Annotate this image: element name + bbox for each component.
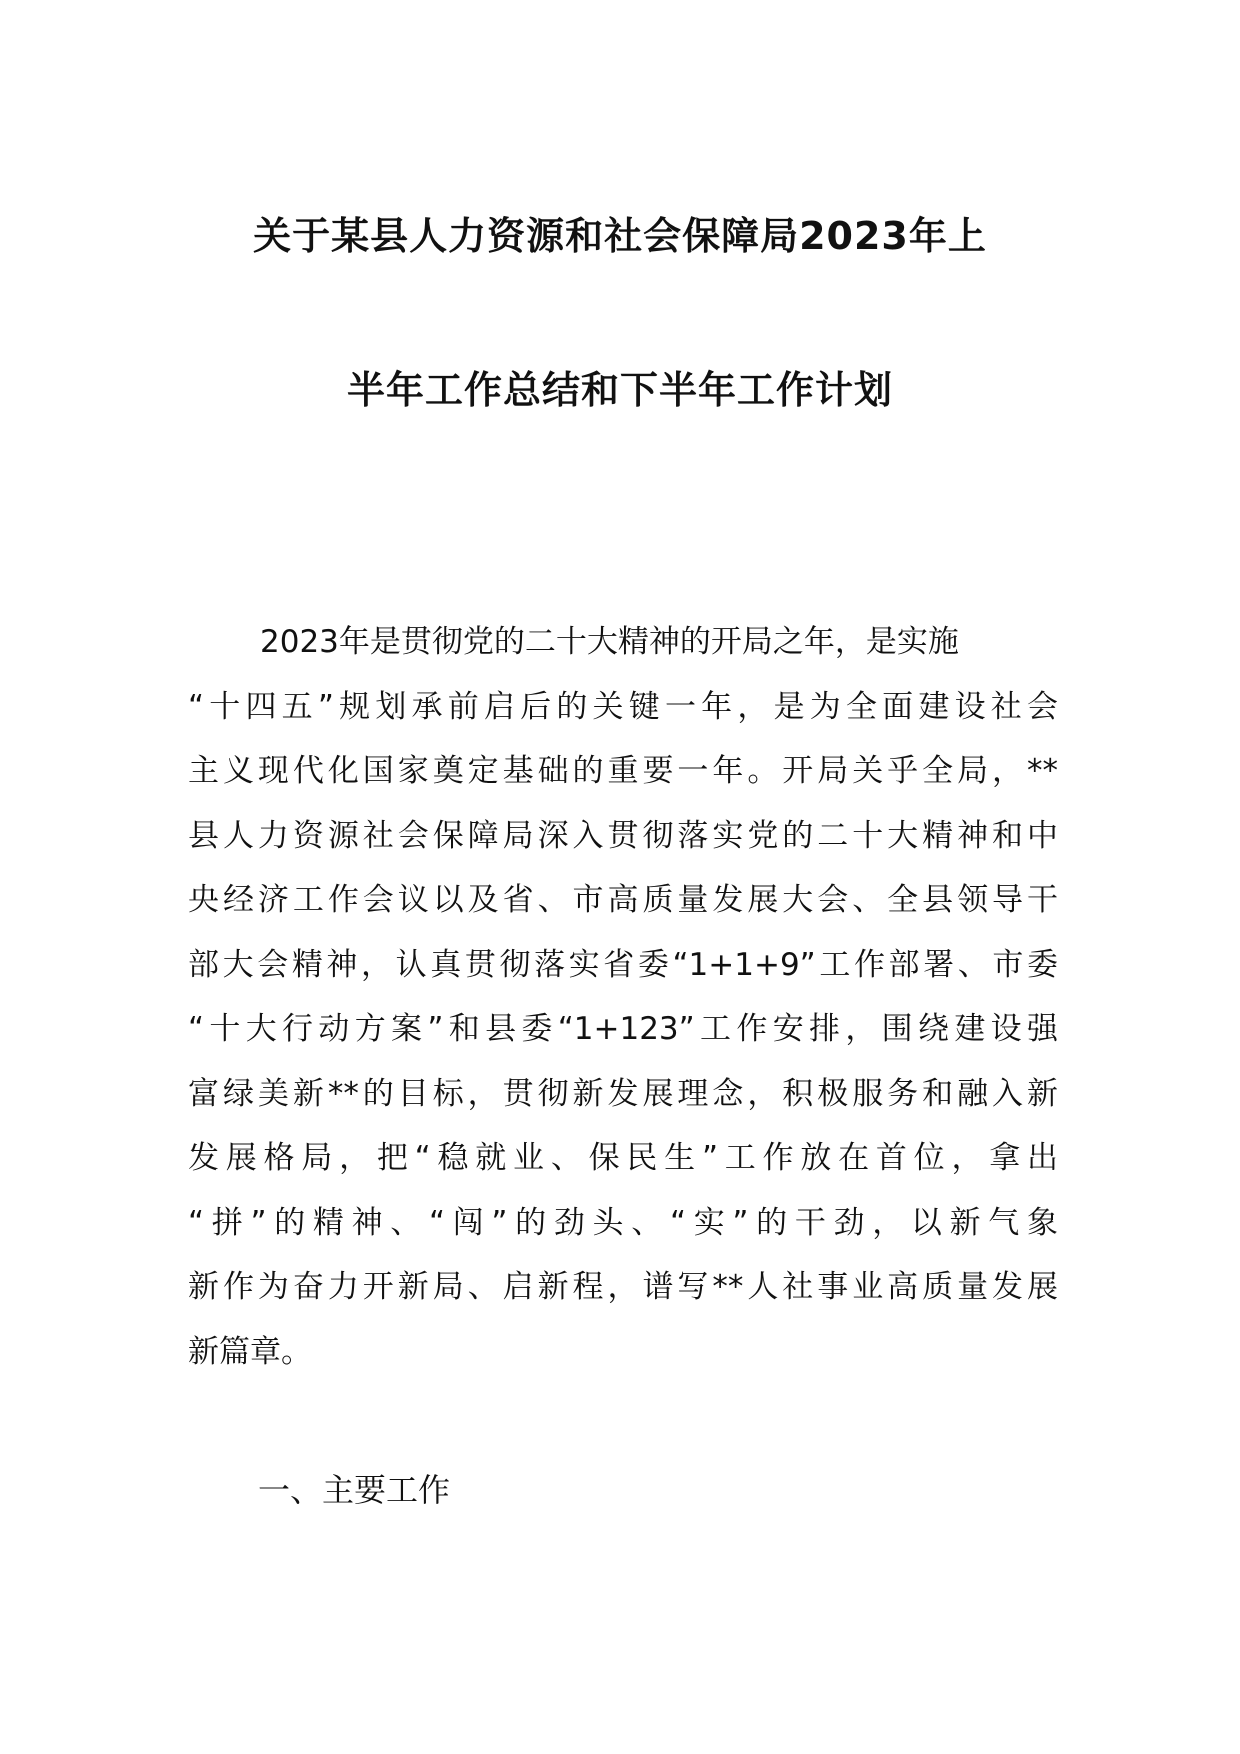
section-heading-main-work: 一、主要工作 (258, 1471, 451, 1509)
paragraph-line: 新作为奋力开新局、启新程，谱写**人社事业高质量发展 (188, 1269, 1058, 1305)
paragraph-line: 央经济工作会议以及省、市高质量发展大会、全县领导干 (188, 882, 1058, 918)
paragraph-line: 富绿美新**的目标，贯彻新发展理念，积极服务和融入新 (188, 1075, 1058, 1112)
document-title-line-1: 关于某县人力资源和社会保障局2023年上 (253, 214, 987, 258)
document-title-line-2: 半年工作总结和下半年工作计划 (346, 368, 893, 412)
paragraph-line: 县人力资源社会保障局深入贯彻落实党的二十大精神和中 (188, 817, 1058, 854)
intro-paragraph (188, 610, 1058, 1384)
paragraph-line: 发展格局，把“稳就业、保民生”工作放在首位，拿出 (188, 1140, 1058, 1176)
paragraph-line: “拼”的精神、“闯”的劲头、“实”的干劲，以新气象 (188, 1204, 1058, 1241)
paragraph-line: 2023年是贯彻党的二十大精神的开局之年，是实施 (260, 624, 959, 660)
paragraph-line: “十四五”规划承前启后的关键一年，是为全面建设社会 (188, 688, 1058, 725)
paragraph-line: 新篇章。 (188, 1333, 312, 1370)
paragraph-line: 主义现代化国家奠定基础的重要一年。开局关乎全局，** (188, 753, 1058, 789)
paragraph-line: “十大行动方案”和县委“1+123”工作安排，围绕建设强 (188, 1011, 1058, 1047)
paragraph-line: 部大会精神，认真贯彻落实省委“1+1+9”工作部署、市委 (188, 946, 1058, 983)
